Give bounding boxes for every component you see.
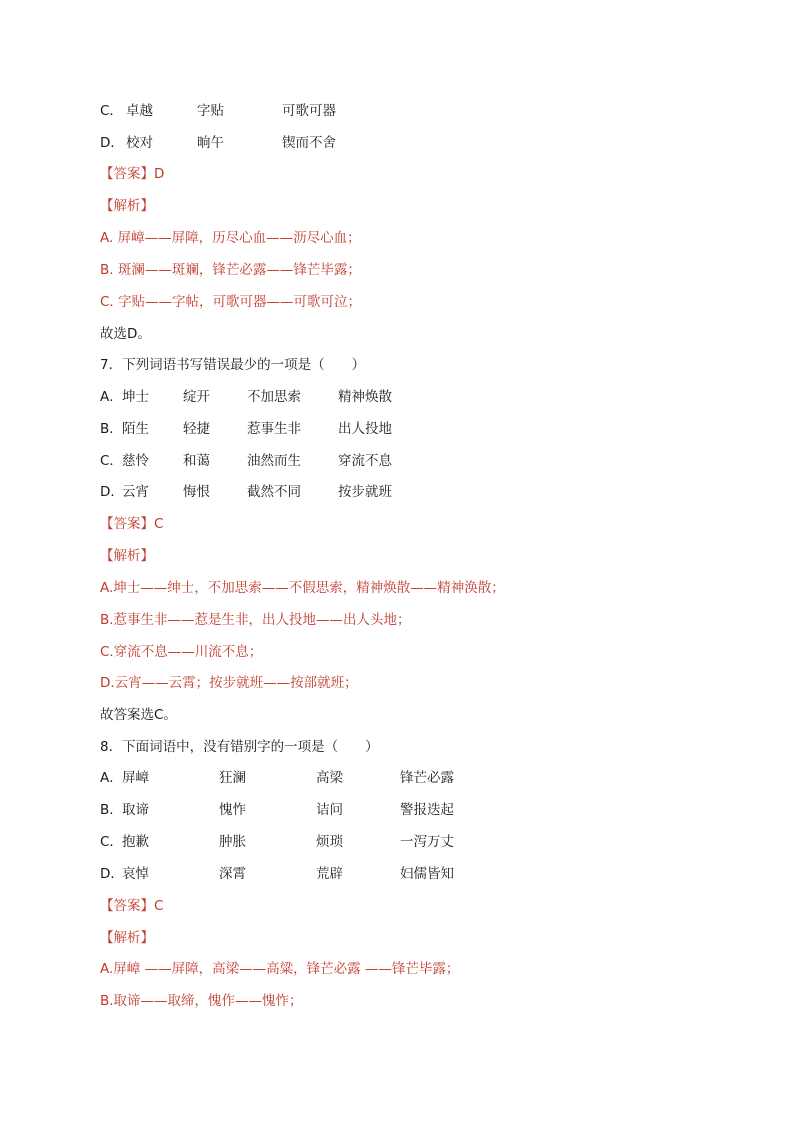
choice-item: 锲而不舍 xyxy=(282,135,336,151)
answer-line xyxy=(100,164,164,184)
choice-item: 不加思索 xyxy=(247,389,301,405)
choice-item: 高梁 xyxy=(316,770,343,786)
choice-item: 悔恨 xyxy=(183,484,210,500)
choice-item: 烦琐 xyxy=(316,834,343,850)
analysis-line: B.惹事生非——惹是生非，出人投地——出人头地； xyxy=(100,612,411,628)
analysis-label: 【解析】 xyxy=(100,930,154,946)
choice-item: 出人投地 xyxy=(338,421,392,437)
answer-label: 【答案】 xyxy=(100,166,154,182)
choice-letter: A． xyxy=(100,770,123,786)
choice-item: 精神焕散 xyxy=(338,389,392,405)
analysis-line: C.穿流不息——川流不息； xyxy=(100,644,263,660)
choice-item: 坤士 xyxy=(122,389,149,405)
choice-item: 惹事生非 xyxy=(247,421,301,437)
answer-line xyxy=(100,896,163,916)
choice-item: 警报迭起 xyxy=(400,802,454,818)
choice-item: 取谛 xyxy=(122,802,149,818)
choice-item: 字贴 xyxy=(197,103,224,119)
answer-value: D xyxy=(154,166,165,182)
choice-item: 卓越 xyxy=(126,103,153,119)
choice-item: 截然不同 xyxy=(247,484,301,500)
choice-item: 愧怍 xyxy=(219,802,246,818)
choice-item: 狂澜 xyxy=(219,770,246,786)
analysis-line: B. 斑澜——斑斓，锋芒必露——锋芒毕露； xyxy=(100,262,361,278)
choice-item: 慈怜 xyxy=(122,453,149,469)
analysis-line: A.坤士——绅士，不加思索——不假思索，精神焕散——精神涣散； xyxy=(100,580,505,596)
question-text: 7．下列词语书写错误最少的一项是（ ） xyxy=(100,357,366,373)
choice-item: 校对 xyxy=(126,135,153,151)
analysis-label: 【解析】 xyxy=(100,548,154,564)
analysis-heading xyxy=(100,546,154,566)
choice-item: 绽开 xyxy=(183,389,210,405)
analysis-line: B.取谛——取缔，愧作——愧怍； xyxy=(100,993,303,1009)
analysis-line: A. 屏嶂——屏障，历尽心血——沥尽心血； xyxy=(100,230,361,246)
answer-line xyxy=(100,514,163,534)
choice-item: 深霄 xyxy=(219,866,246,882)
analysis-line: C. 字贴——字帖，可歌可器——可歌可泣； xyxy=(100,294,362,310)
choice-item: 诘问 xyxy=(316,802,343,818)
choice-letter: D． xyxy=(100,135,124,151)
choice-item: 油然而生 xyxy=(247,453,301,469)
choice-item: 哀悼 xyxy=(122,866,149,882)
conclusion: 故选D。 xyxy=(100,326,151,342)
question-text: 8．下面词语中，没有错别字的一项是（ ） xyxy=(100,739,379,755)
choice-letter: D． xyxy=(100,866,124,882)
choice-item: 按步就班 xyxy=(338,484,392,500)
choice-letter: C． xyxy=(100,103,123,119)
answer-label: 【答案】 xyxy=(100,898,154,914)
analysis-label: 【解析】 xyxy=(100,198,154,214)
answer-value: C xyxy=(154,516,164,532)
choice-item: 肿胀 xyxy=(219,834,246,850)
analysis-heading xyxy=(100,196,154,216)
conclusion: 故答案选C。 xyxy=(100,707,177,723)
analysis-line: D.云宵——云霄；按步就班——按部就班； xyxy=(100,675,358,691)
choice-item: 荒辟 xyxy=(316,866,343,882)
choice-letter: D． xyxy=(100,484,124,500)
choice-item: 穿流不息 xyxy=(338,453,392,469)
choice-letter: A． xyxy=(100,389,123,405)
choice-letter: C． xyxy=(100,834,123,850)
analysis-heading xyxy=(100,928,154,948)
choice-letter: B． xyxy=(100,802,123,818)
choice-item: 晌午 xyxy=(197,135,224,151)
choice-letter: C． xyxy=(100,453,123,469)
choice-item: 陌生 xyxy=(122,421,149,437)
choice-item: 妇儒皆知 xyxy=(400,866,454,882)
choice-item: 云宵 xyxy=(122,484,149,500)
choice-item: 抱歉 xyxy=(122,834,149,850)
choice-item: 锋芒必露 xyxy=(400,770,454,786)
choice-item: 和蔼 xyxy=(183,453,210,469)
choice-item: 可歌可器 xyxy=(282,103,336,119)
analysis-line: A.屏嶂 ——屏障，高梁——高粱，锋芒必露 ——锋芒毕露； xyxy=(100,961,460,977)
answer-label: 【答案】 xyxy=(100,516,154,532)
choice-item: 屏嶂 xyxy=(122,770,149,786)
choice-letter: B． xyxy=(100,421,123,437)
choice-item: 一泻万丈 xyxy=(400,834,454,850)
choice-item: 轻捷 xyxy=(183,421,210,437)
answer-value: C xyxy=(154,898,164,914)
